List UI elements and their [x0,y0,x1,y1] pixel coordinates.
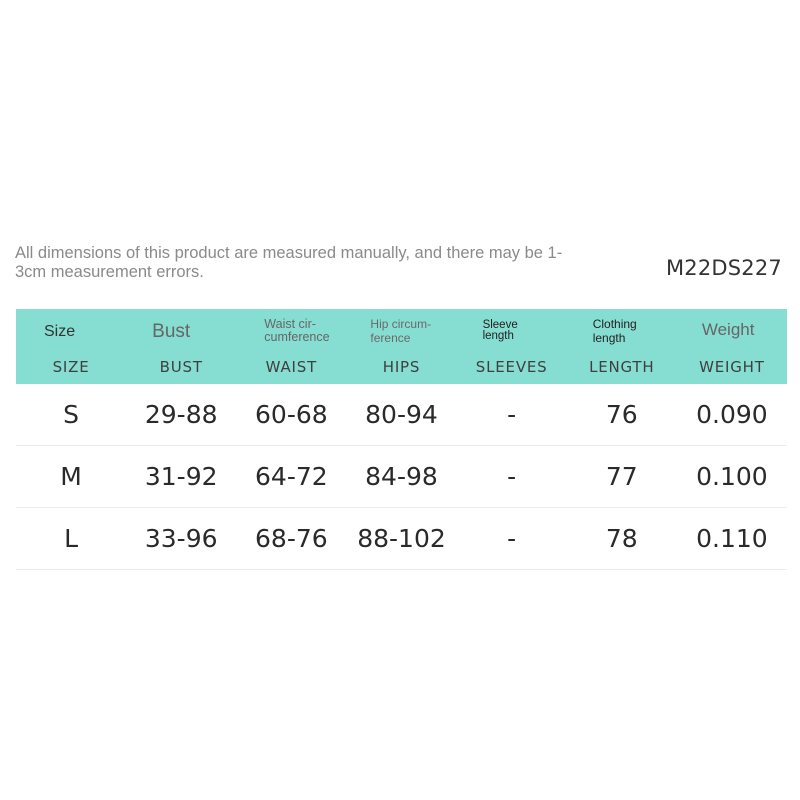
cell-length: 76 [605,400,638,429]
cell-bust: 29-88 [144,400,218,429]
cell-weight: 0.090 [696,400,768,429]
cell-length: 78 [605,524,638,553]
header-waist-key: WAIST [265,358,318,376]
header-bust-label: Bust [152,321,191,342]
cell-size: S [63,400,79,429]
header-size-label: Size [44,323,76,340]
cell-waist: 68-76 [255,524,328,553]
cell-sleeves: - [507,462,517,491]
cell-bust: 31-92 [144,462,218,491]
cell-hips: 84-98 [365,462,438,491]
cell-weight: 0.100 [696,462,768,491]
header-bust-key: BUST [159,358,203,376]
header-hips-label: Hip circum- ference [370,317,432,345]
header-length-label: Clothing length [592,317,637,345]
cell-size: M [60,462,82,491]
measurement-note: All dimensions of this product are measured manually, and there may be 1-3cm measurement errors. [15,244,563,281]
cell-sleeves: - [507,524,517,553]
header-waist-label: Waist cir- cumference [264,317,330,344]
cell-size: L [64,524,79,553]
table-row [16,384,787,446]
cell-sleeves: - [507,400,517,429]
product-code: M22DS227 [665,256,782,280]
cell-waist: 60-68 [255,400,328,429]
table-header [16,309,787,384]
cell-length: 77 [605,462,638,491]
header-weight-key: WEIGHT [699,358,765,376]
header-weight [677,309,787,384]
header-size-key: SIZE [52,358,90,376]
header-length [567,309,677,384]
table-row [16,446,787,508]
header-sleeves [457,309,567,384]
header-weight-label: Weight [701,320,755,339]
header-size [16,309,126,384]
header-bust [126,309,236,384]
cell-hips: 88-102 [357,524,446,553]
cell-bust: 33-96 [144,524,218,553]
header-hips [346,309,456,384]
cell-waist: 64-72 [255,462,328,491]
header-sleeves-key: SLEEVES [475,358,548,376]
header-sleeves-label: Sleeve length [482,319,518,342]
header-length-key: LENGTH [589,358,655,376]
header-hips-key: HIPS [382,358,421,376]
table-row [16,508,787,570]
header-waist [236,309,346,384]
size-table [16,309,787,570]
cell-weight: 0.110 [696,524,768,553]
cell-hips: 80-94 [365,400,438,429]
